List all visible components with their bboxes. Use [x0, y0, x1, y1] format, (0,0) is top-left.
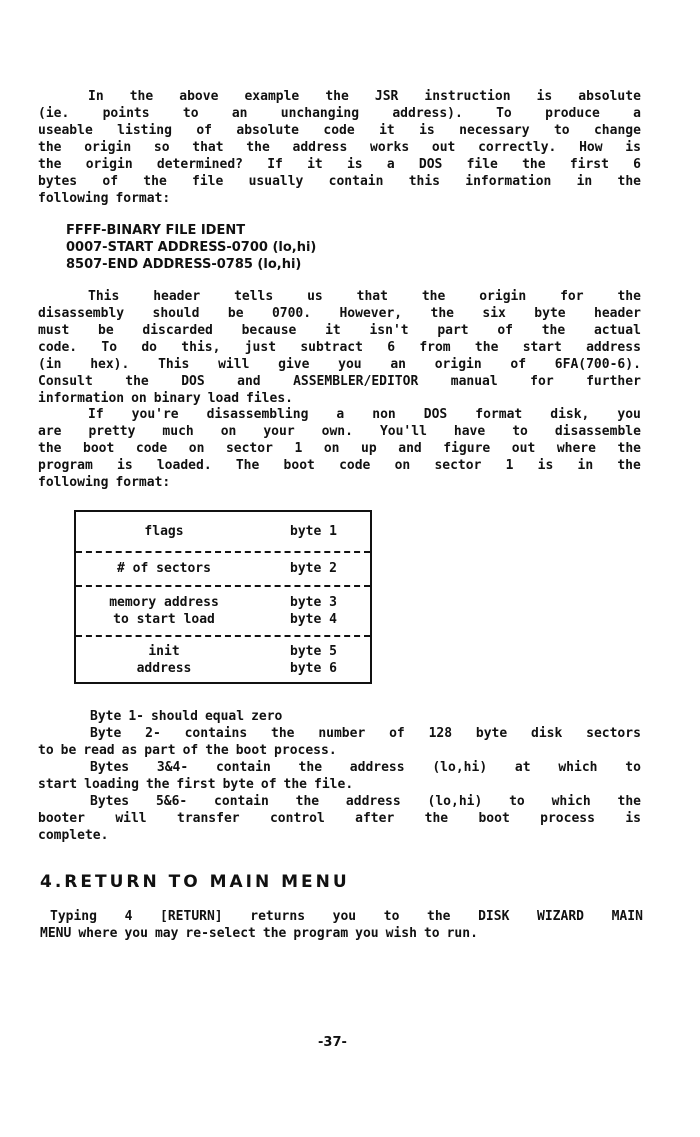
header-format-line: FFFF-BINARY FILE IDENT — [66, 223, 246, 238]
boot-field-label: flags — [144, 524, 184, 539]
header-explanation-line: This header tells us that the origin for the — [88, 289, 641, 304]
header-explanation-line: information on binary load files. — [38, 391, 293, 406]
intro-paragraph-line: following format: — [38, 191, 171, 206]
boot-table-row — [76, 586, 370, 636]
header-format-line: 8507-END ADDRESS-0785 (lo,hi) — [66, 257, 302, 272]
non-dos-paragraph-line: If you're disassembling a non DOS format disk, you — [88, 407, 641, 422]
boot-field-byte: byte 1 — [290, 524, 337, 539]
boot-table-row — [76, 512, 370, 552]
table-divider — [76, 635, 370, 637]
header-explanation-line: Consult the DOS and ASSEMBLER/EDITOR manual for further — [38, 374, 641, 389]
page-number: -37- — [318, 1035, 347, 1050]
boot-field-byte: byte 4 — [290, 612, 337, 627]
boot-table-row — [76, 636, 370, 684]
boot-field-label: address — [136, 661, 192, 676]
boot-field-label: init — [148, 644, 180, 659]
boot-field-byte: byte 6 — [290, 661, 337, 676]
intro-paragraph-line: (ie. points to an unchanging address). To produce a — [38, 106, 641, 121]
header-explanation-line: (in hex). This will give you an origin of 6FA(700-6). — [38, 357, 641, 372]
byte-note-line: Bytes 5&6- contain the address (lo,hi) to which the — [90, 794, 641, 809]
non-dos-paragraph-line: the boot code on sector 1 on up and figure out where the — [38, 441, 641, 456]
header-explanation-line: code. To do this, just subtract 6 from the start address — [38, 340, 641, 355]
non-dos-paragraph-line: program is loaded. The boot code on sector 1 is in the — [38, 458, 641, 473]
return-menu-line: MENU where you may re-select the program you wish to run. — [40, 926, 478, 941]
header-explanation-line: disassembly should be 0700. However, the six byte header — [38, 306, 641, 321]
non-dos-paragraph-line: following format: — [38, 475, 171, 490]
byte-note-line: complete. — [38, 828, 109, 843]
boot-field-label: memory address — [109, 595, 219, 610]
byte-note-line: booter will transfer control after the boot process is — [38, 811, 641, 826]
byte-note-line: Byte 1- should equal zero — [90, 709, 283, 724]
byte-note-line: Bytes 3&4- contain the address (lo,hi) at which to — [90, 760, 641, 775]
byte-note-line: Byte 2- contains the number of 128 byte disk sectors — [90, 726, 641, 741]
intro-paragraph-line: the origin determined? If it is a DOS file the first 6 — [38, 157, 641, 172]
intro-paragraph-line: In the above example the JSR instruction is absolute — [88, 89, 641, 104]
intro-paragraph-line: bytes of the file usually contain this information in the — [38, 174, 641, 189]
non-dos-paragraph-line: are pretty much on your own. You'll have to disassemble — [38, 424, 641, 439]
boot-field-label: to start load — [113, 612, 215, 627]
intro-paragraph-line: the origin so that the address works out correctly. How is — [38, 140, 641, 155]
table-divider — [76, 585, 370, 587]
section-heading: 4.RETURN TO MAIN MENU — [40, 872, 350, 892]
byte-note-line: to be read as part of the boot process. — [38, 743, 337, 758]
intro-paragraph-line: useable listing of absolute code it is necessary to change — [38, 123, 641, 138]
boot-field-byte: byte 2 — [290, 561, 337, 576]
byte-note-line: start loading the first byte of the file. — [38, 777, 354, 792]
header-format-line: 0007-START ADDRESS-0700 (lo,hi) — [66, 240, 317, 255]
return-menu-line: Typing 4 [RETURN] returns you to the DISK WIZARD MAIN — [50, 909, 643, 924]
boot-field-label: # of sectors — [117, 561, 211, 576]
table-divider — [76, 551, 370, 553]
boot-table-row — [76, 552, 370, 586]
boot-field-byte: byte 3 — [290, 595, 337, 610]
boot-field-byte: byte 5 — [290, 644, 337, 659]
header-explanation-line: must be discarded because it isn't part of the actual — [38, 323, 641, 338]
boot-code-table — [74, 510, 372, 684]
